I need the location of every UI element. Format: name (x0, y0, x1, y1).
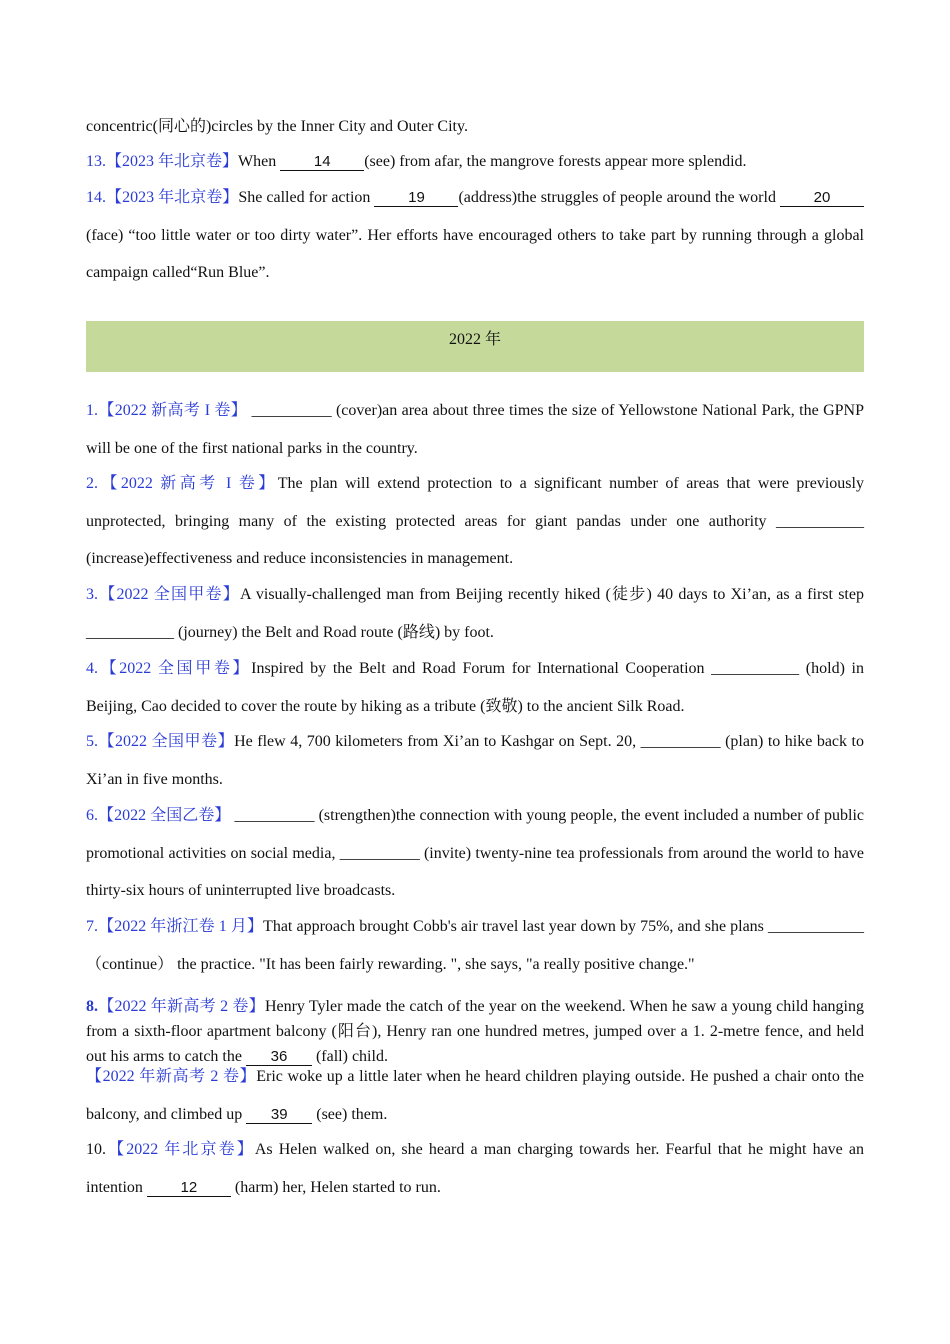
source-tag: 【2022 全国甲卷】 (98, 660, 252, 677)
exercise-item (86, 650, 864, 725)
exercise-item (86, 723, 864, 798)
item-text: He flew 4, 700 kilometers from Xi’an to Kashgar on Sept. 20, __________ (plan) to hike back to Xi’an in five months. (86, 733, 864, 788)
answer-blank: 12 (147, 1180, 231, 1197)
item-number: 6. (86, 807, 98, 824)
item-number: 2. (86, 475, 98, 492)
source-tag: 【2022 年新高考 2 卷】 (98, 998, 265, 1015)
source-tag: 【2022 新高考 I 卷】 (98, 475, 278, 492)
item-number: 3. (86, 586, 98, 603)
exercise-item (86, 1131, 864, 1206)
answer-blank: 39 (246, 1107, 312, 1124)
answer-blank: 19 (374, 190, 458, 207)
item-text: (see) them. (312, 1105, 388, 1123)
item-text: As Helen walked on, she heard a man charging towards her. Fearful that he might have an intention (86, 1141, 864, 1196)
source-tag: 【2023 年北京卷】 (106, 153, 239, 170)
item-number: 5. (86, 733, 98, 750)
item-text: Inspired by the Belt and Road Forum for International Cooperation ___________ (hold) in Beijing, Cao decided to cover the route by hiking as a tribute (致敬) to the ancient Silk Road. (86, 660, 864, 715)
source-tag: 【2022 年新高考 2 卷】 (86, 1068, 257, 1085)
exercise-item (86, 1058, 864, 1133)
item-text: When (238, 153, 281, 170)
item-text: (harm) her, Helen started to run. (230, 1178, 441, 1196)
item-number: 14. (86, 189, 106, 206)
item-number: 13. (86, 153, 106, 170)
item-text: (face) “too little water or too dirty water”. Her efforts have encouraged others to take part by running through a global campaign called“Run Blue”. (86, 226, 864, 281)
exercise-item (86, 908, 864, 983)
item-text: concentric(同心的)circles by the Inner City and Outer City. (86, 118, 468, 135)
source-tag: 【2022 新高考 I 卷】 (98, 402, 248, 419)
section-header-band (86, 321, 864, 372)
item-text: That approach brought Cobb's air travel last year down by 75%, and she plans ____________（continue） the practice. "It has been fairly rewarding. ", she says, "a really positive change." (86, 918, 864, 973)
item-text: A visually-challenged man from Beijing recently hiked (徒步) 40 days to Xi’an, as a first step ___________ (journey) the Belt and Road route (路线) by foot. (86, 586, 864, 641)
exercise-item (86, 392, 864, 467)
exercise-item (86, 465, 864, 578)
item-text: (see) from afar, the mangrove forests appear more splendid. (364, 153, 747, 170)
answer-blank: 14 (280, 154, 364, 171)
section-header-title: 2022 年 (448, 331, 501, 348)
exercise-item (86, 576, 864, 651)
item-number: 4. (86, 660, 98, 677)
exercise-item (86, 108, 864, 146)
source-tag: 【2022 全国乙卷】 (98, 807, 231, 824)
answer-blank: 36 (246, 1049, 312, 1066)
source-tag: 【2022 年浙江卷 1 月】 (98, 918, 264, 935)
item-number: 8. (86, 998, 98, 1015)
item-text: She called for action (238, 189, 375, 206)
source-tag: 【2022 全国甲卷】 (98, 586, 240, 603)
item-number: 1. (86, 402, 98, 419)
source-tag: 【2022 全国甲卷】 (98, 733, 235, 750)
answer-blank: 20 (780, 190, 864, 207)
item-text: (fall) child. (311, 1048, 388, 1065)
item-text: Henry Tyler made the catch of the year on the weekend. When he saw a young child hanging from a sixth-floor apartment balcony (阳台), Henry ran one hundred metres, jumped over a 1. 2-metre fence, and held out his arms to catch the (86, 998, 864, 1065)
item-text: (address)the struggles of people around the world (458, 189, 780, 206)
item-text: Eric woke up a little later when he heard children playing outside. He pushed a chair onto the balcony, and climbed up (86, 1068, 864, 1123)
exercise-item (86, 797, 864, 910)
item-number: 7. (86, 918, 98, 935)
exercise-item (86, 179, 864, 292)
source-tag: 【2023 年北京卷】 (106, 189, 239, 206)
source-tag: 【2022 年北京卷】 (106, 1141, 255, 1158)
exercise-item (86, 143, 864, 181)
item-text: __________ (cover)an area about three times the size of Yellowstone National Park, the GPNP will be one of the first national parks in the country. (86, 402, 864, 457)
item-text: The plan will extend protection to a significant number of areas that were previously unprotected, bringing many of the existing protected areas for giant pandas under one authority ___________ (increase)effectiveness and reduce inconsistencies in management. (86, 475, 864, 567)
item-text: __________ (strengthen)the connection with young people, the event included a number of public promotional activities on social media, __________ (invite) twenty-nine tea professionals from around the world to have thirty-six hours of uninterrupted live broadcasts. (86, 807, 864, 899)
item-number: 10. (86, 1141, 106, 1158)
